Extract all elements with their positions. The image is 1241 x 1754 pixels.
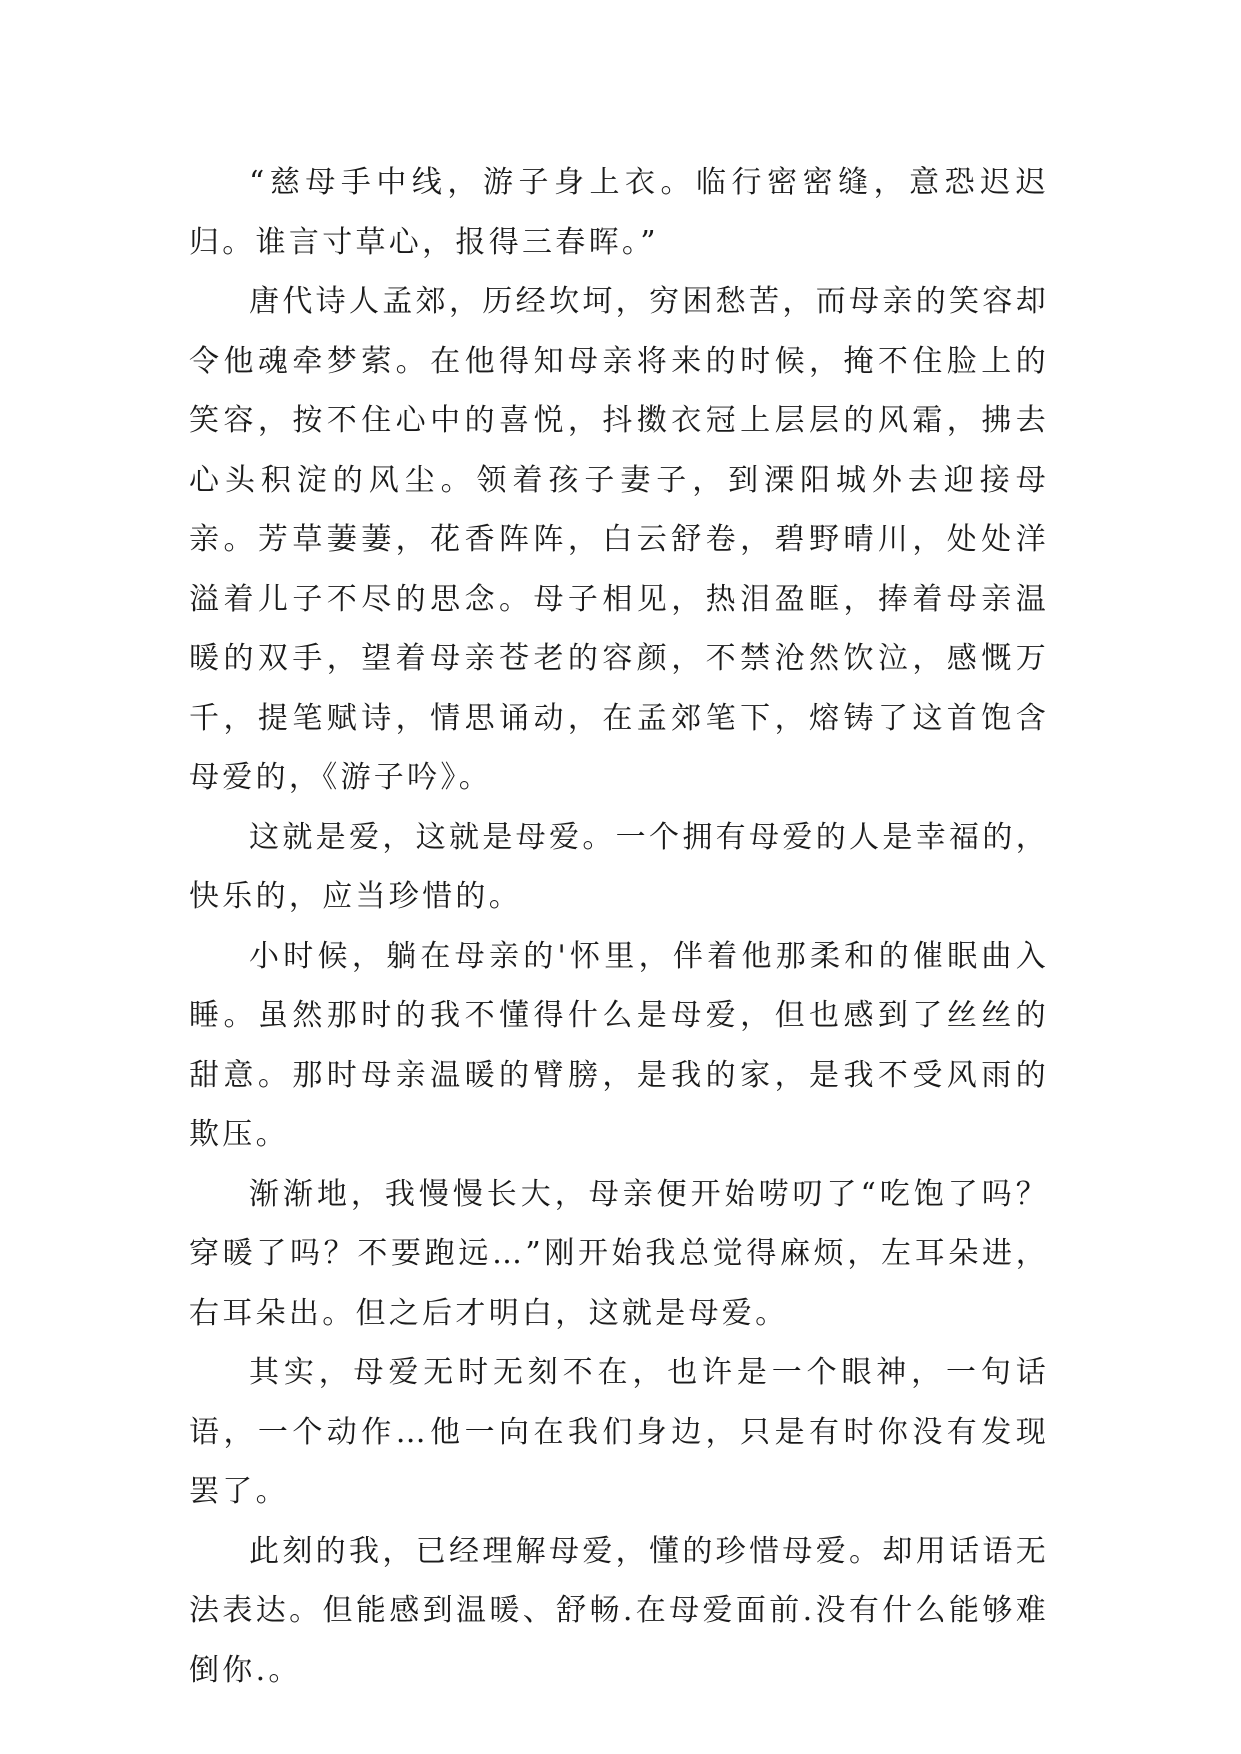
paragraph-poem: “慈母手中线，游子身上衣。临行密密缝，意恐迟迟归。谁言寸草心，报得三春晖。” (189, 165, 1049, 260)
paragraph-this-is-love: 这就是爱，这就是母爱。一个拥有母爱的人是幸福的，快乐的，应当珍惜的。 (189, 819, 1049, 914)
paragraph-always-present: 其实，母爱无时无刻不在，也许是一个眼神，一句话语，一个动作…他一向在我们身边，只是有时你没有发现罢了。 (189, 1355, 1049, 1509)
paragraph-now: 此刻的我，已经理解母爱，懂的珍惜母爱。却用话语无法表达。但能感到温暖、舒畅.在母爱面前.没有什么能够难倒你.。 (189, 1533, 1049, 1688)
document-body (189, 153, 1049, 1700)
paragraph-childhood: 小时候，躺在母亲的'怀里，伴着他那柔和的催眠曲入睡。虽然那时的我不懂得什么是母爱，但也感到了丝丝的甜意。那时母亲温暖的臂膀，是我的家，是我不受风雨的欺压。 (189, 938, 1049, 1152)
paragraph-meng-jiao-story: 唐代诗人孟郊，历经坎坷，穷困愁苦，而母亲的笑容却令他魂牵梦萦。在他得知母亲将来的时候，掩不住脸上的笑容，按不住心中的喜悦，抖擞衣冠上层层的风霜，拂去心头积淀的风尘。领着孩子妻子，到溧阳城外去迎接母亲。芳草萋萋，花香阵阵，白云舒卷，碧野晴川，处处洋溢着儿子不尽的思念。母子相见，热泪盈眶，捧着母亲温暖的双手，望着母亲苍老的容颜，不禁沧然饮泣，感慨万千，提笔赋诗，情思诵动，在孟郊笔下，熔铸了这首饱含母爱的，《游子吟》。 (189, 284, 1049, 795)
paragraph-growing-up: 渐渐地，我慢慢长大，母亲便开始唠叨了“吃饱了吗？穿暖了吗？不要跑远…”刚开始我总觉得麻烦，左耳朵进，右耳朵出。但之后才明白，这就是母爱。 (189, 1176, 1049, 1331)
